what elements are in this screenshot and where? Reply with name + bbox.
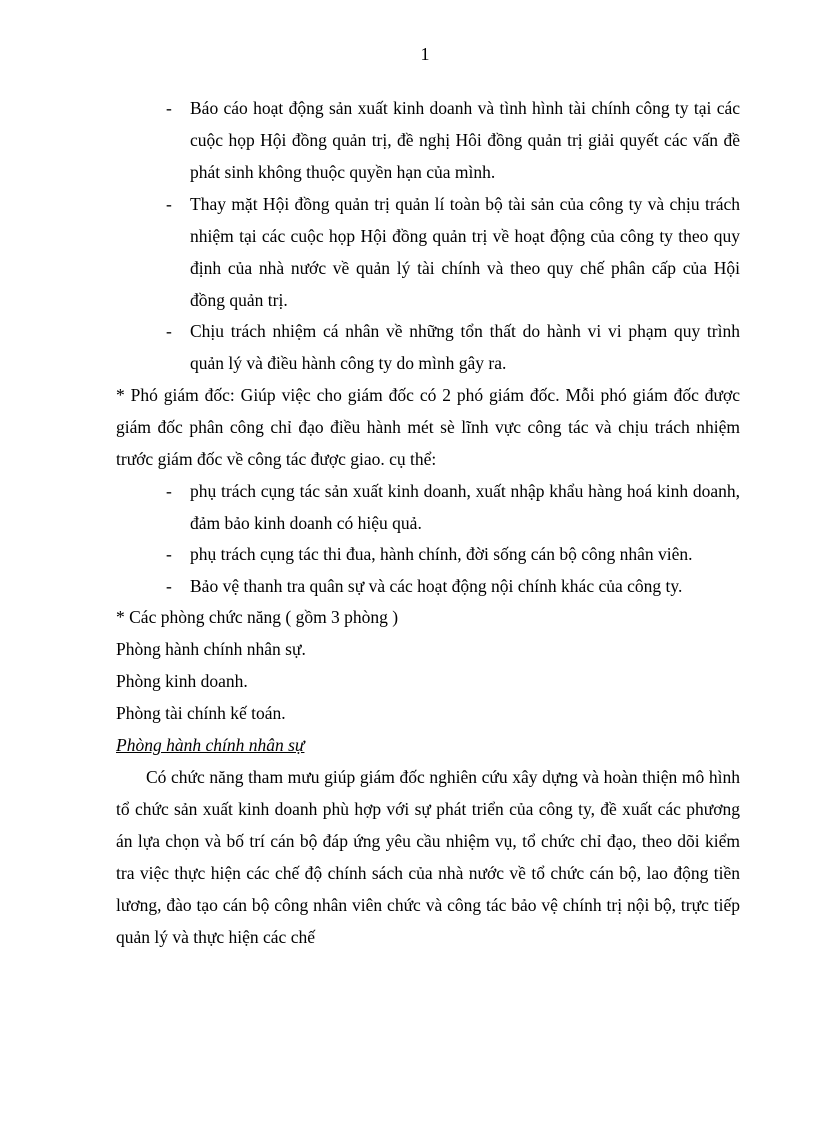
list-item-text: Bảo vệ thanh tra quân sự và các hoạt động nội chính khác của công ty. [190,575,683,596]
department-item: Phòng hành chính nhân sự. [116,639,306,659]
list-item-text: phụ trách cụng tác thi đua, hành chính, đời sống cán bộ công nhân viên. [190,544,693,564]
dash-bullet: - [166,575,172,596]
department-item: Phòng kinh doanh. [116,671,248,691]
list-item-text: Chịu trách nhiệm cá nhân về những tổn thất do hành vi vi phạm quy trình quản lý và điều hành công ty do mình gây ra. [190,321,740,373]
deputy-director-intro: * Phó giám đốc: Giúp việc cho giám đốc có 2 phó giám đốc. Mỗi phó giám đốc được giám đốc phân công chỉ đạo điều hành mét sè lĩnh vực công tác và chịu trách nhiệm trước giám đốc về công tác được giao. cụ thể: [116,384,740,469]
list-item-text: phụ trách cụng tác sản xuất kinh doanh, xuất nhập khẩu hàng hoá kinh doanh, đảm bảo kinh doanh có hiệu quả. [190,480,740,533]
dash-bullet: - [166,480,172,501]
dash-bullet: - [166,193,172,214]
list-item-text: Báo cáo hoạt động sản xuất kinh doanh và tình hình tài chính công ty tại các cuộc họp Hội đồng quản trị, đề nghị Hôi đồng quản trị giải quyết các vấn đề phát sinh không thuộc quyền hạn của mình. [190,98,740,182]
director-duties-list [116,92,740,379]
dash-bullet: - [166,321,172,341]
list-item [116,188,740,316]
list-item-text: Thay mặt Hội đồng quản trị quản lí toàn bộ tài sản của công ty và chịu trách nhiệm tại các cuộc họp Hội đồng quản trị về hoạt động của công ty theo quy định của nhà nước về quản lý tài chính và theo quy chế phân cấp của Hội đồng quản trị. [190,193,740,310]
list-item [116,315,740,379]
list-item [116,475,740,539]
hr-section-heading: Phòng hành chính nhân sự [116,735,305,755]
departments-intro: * Các phòng chức năng ( gồm 3 phòng ) [116,607,399,627]
page-number: 1 [420,44,430,64]
dash-bullet: - [166,98,172,118]
list-item [116,538,740,570]
deputy-duties-list [116,475,740,602]
document-body [116,92,740,953]
list-item [116,570,740,602]
list-item [116,92,740,188]
dash-bullet: - [166,544,172,564]
department-item: Phòng tài chính kế toán. [116,703,286,723]
hr-section-body: Có chức năng tham mưu giúp giám đốc nghiên cứu xây dựng và hoàn thiện mô hình tổ chức sản xuất kinh doanh phù hợp với sự phát triển của công ty, đề xuất các phương án lựa chọn và bố trí cán bộ đáp ứng yêu cầu nhiệm vụ, tổ chức chỉ đạo, theo dõi kiểm tra việc thực hiện các chế độ chính sách của nhà nước về tổ chức cán bộ, lao động tiền lương, đào tạo cán bộ công nhân viên chức và công tác bảo vệ chính trị nội bộ, trực tiếp quản lý và thực hiện các chế [116,767,740,947]
